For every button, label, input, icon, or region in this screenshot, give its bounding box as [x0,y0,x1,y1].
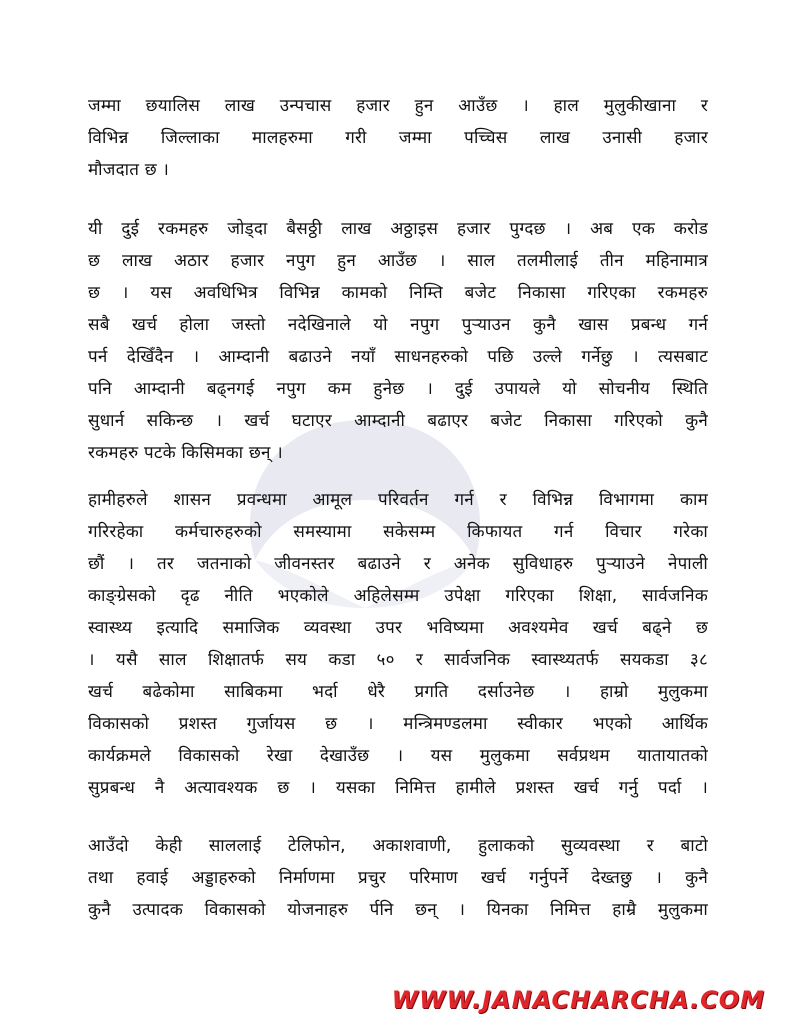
text-line: सबै खर्च होला जस्तो नदेखिनाले यो नपुग पुऱ्याउन कुनै खास प्रबन्ध गर्न [88,315,708,335]
text-line: । यसै साल शिक्षातर्फ सय कडा ५० र सार्वजनिक स्वास्थ्यतर्फ सयकडा ३८ [88,650,708,670]
text-line: गरिरहेका कर्मचारुहरुको समस्यामा सकेसम्म किफायत गर्न विचार गरेका [88,522,708,542]
text-line: कार्यक्रमले विकासको रेखा देखाउँछ । यस मुलुकमा सर्वप्रथम यातायातको [88,746,708,766]
paragraph-4 [88,830,708,926]
text-line: कुनै उत्पादक विकासको योजनाहरु र्पनि छन् । यिनका निमित्त हाम्रै मुलुकमा [88,900,708,920]
text-line: आउँदो केही साललाई टेलिफोन, अकाशवाणी, हुलाकको सुव्यवस्था र बाटो [88,836,708,856]
text-line: हामीहरुले शासन प्रवन्धमा आमूल परिवर्तन गर्न र विभिन्न विभागमा काम [88,490,708,510]
text-line: जम्मा छयालिस लाख उन्पचास हजार हुन आउँछ । हाल मुलुकीखाना र [88,96,708,116]
text-line: विभिन्न जिल्लाका मालहरुमा गरी जम्मा पच्चिस लाख उनासी हजार [88,128,708,148]
website-watermark-link[interactable]: WWW.JANACHARCHA.COM [391,986,765,1014]
text-line: सुधार्न सकिन्छ । खर्च घटाएर आम्दानी बढाएर बजेट निकासा गरिएको कुनै [88,411,708,431]
text-line: छ लाख अठार हजार नपुग हुन आउँछ । साल तलमीलाई तीन महिनामात्र [88,251,708,271]
text-line: रकमहरु पटके किसिमका छन् । [88,443,283,463]
text-line: सुप्रबन्ध नै अत्यावश्यक छ । यसका निमित्त हामीले प्रशस्त खर्च गर्नु पर्दा । [88,778,708,798]
text-line: छौं । तर जतनाको जीवनस्तर बढाउने र अनेक सुविधाहरु पुऱ्याउने नेपाली [88,554,708,574]
text-line: काङ्ग्रेसको दृढ नीति भएकोले अहिलेसम्म उपेक्षा गरिएका शिक्षा, सार्वजनिक [88,586,708,606]
paragraph-1 [88,90,708,186]
text-line: विकासको प्रशस्त गुर्जायस छ । मन्त्रिमण्डलमा स्वीकार भएको आर्थिक [88,714,708,734]
text-line: पनि आम्दानी बढ्नगई नपुग कम हुनेछ । दुई उपायले यो सोचनीय स्थिति [88,379,708,399]
text-line: पर्न देखिँदैन । आम्दानी बढाउने नयाँ साधनहरुको पछि उल्ले गर्नेछु । त्यसबाट [88,347,708,367]
text-line: खर्च बढेकोमा साबिकमा भर्दा धेरै प्रगति दर्साउनेछ । हाम्रो मुलुकमा [88,682,708,702]
paragraph-2 [88,213,708,469]
text-line: स्वास्थ्य इत्यादि समाजिक व्यवस्था उपर भविष्यमा अवश्यमेव खर्च बढ्ने छ [88,618,708,638]
text-line: छ । यस अवधिभित्र विभिन्न कामको निम्ति बजेट निकासा गरिएका रकमहरु [88,283,708,303]
paragraph-3 [88,484,708,804]
text-line: मौजदात छ । [88,160,170,180]
text-line: तथा हवाई अड्डाहरुको निर्माणमा प्रचुर परिमाण खर्च गर्नुपर्ने देख्तछु । कुनै [88,868,708,888]
text-line: यी दुई रकमहरु जोड्दा बैसठ्ठी लाख अठ्ठाइस हजार पुग्दछ । अब एक करोड [88,219,708,239]
